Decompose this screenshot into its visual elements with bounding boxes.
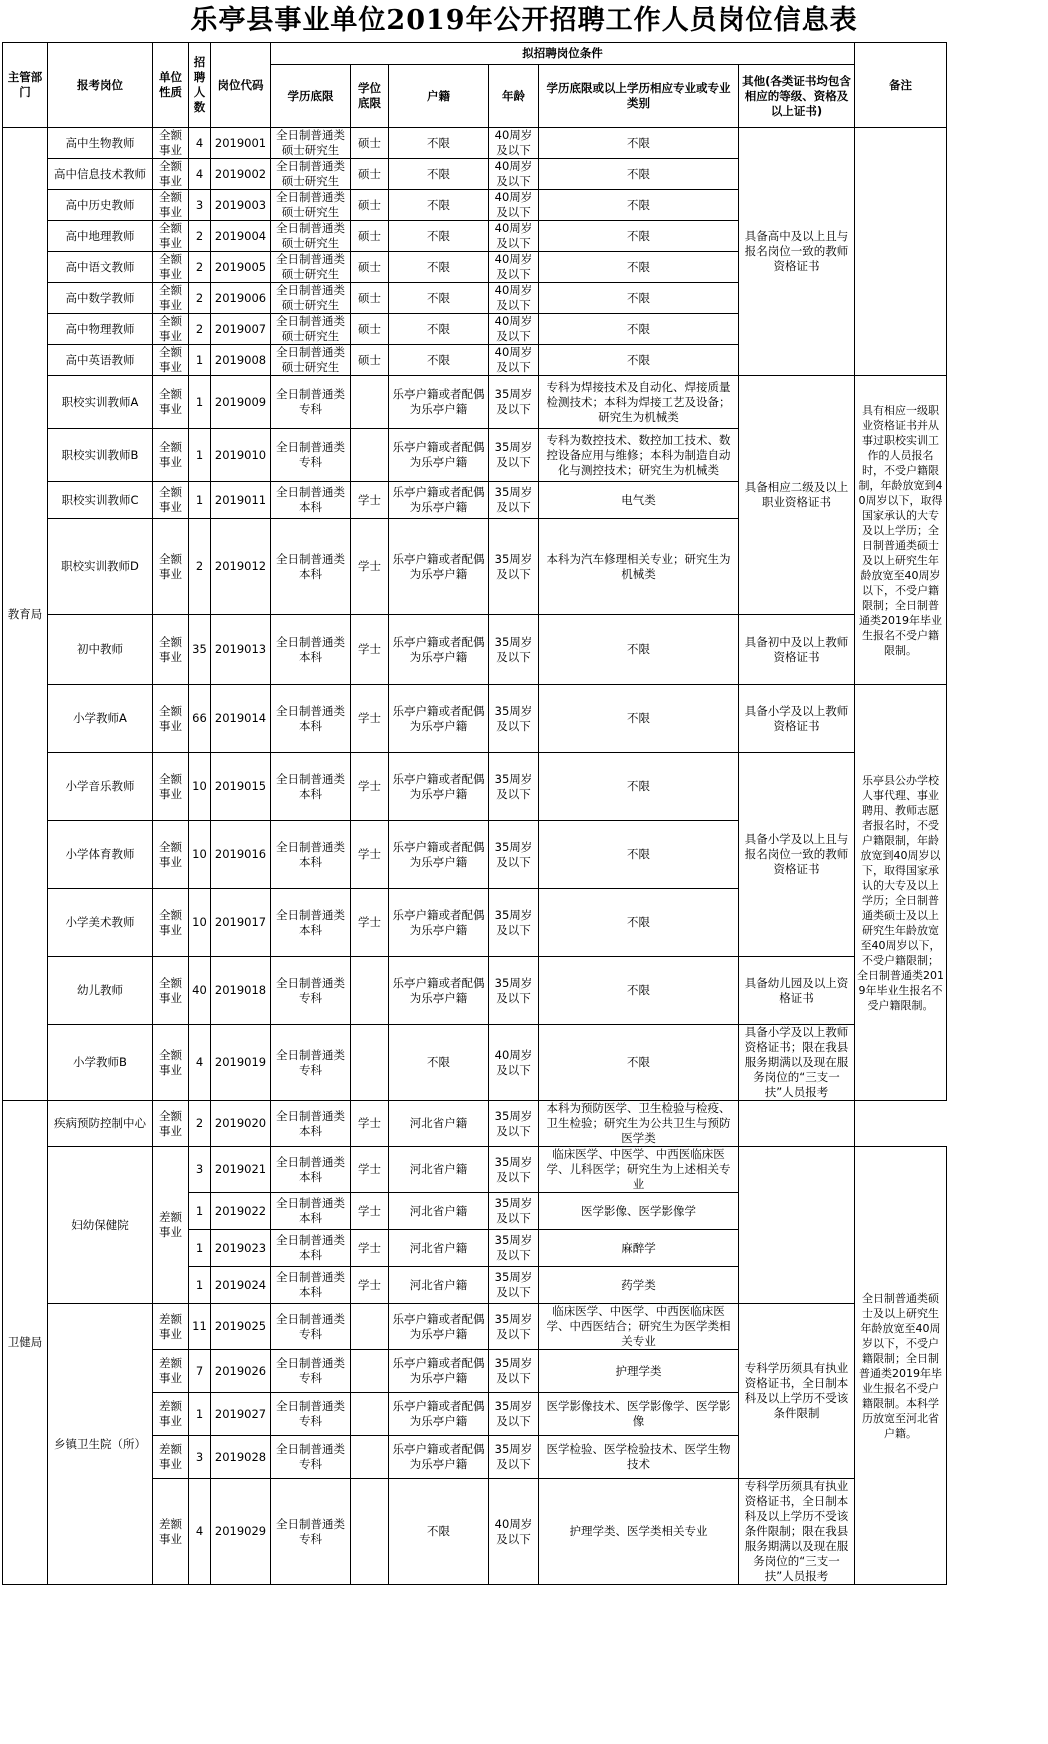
degree-cell <box>351 1350 389 1393</box>
degree-cell <box>351 1479 389 1585</box>
age-cell: 40周岁及以下 <box>489 252 539 283</box>
nature-cell: 全额事业 <box>153 889 189 957</box>
huji-cell: 河北省户籍 <box>389 1267 489 1304</box>
age-cell: 35周岁及以下 <box>489 753 539 821</box>
count-cell: 1 <box>189 482 211 519</box>
code-cell: 2019018 <box>211 957 271 1025</box>
remark-cell <box>739 1101 855 1147</box>
major-cell: 不限 <box>539 221 739 252</box>
position-cell: 小学教师A <box>48 685 153 753</box>
header-remark: 备注 <box>855 43 947 128</box>
huji-cell: 乐亭户籍或者配偶为乐亭户籍 <box>389 1350 489 1393</box>
position-cell: 高中信息技术教师 <box>48 159 153 190</box>
count-cell: 1 <box>189 1230 211 1267</box>
age-cell: 35周岁及以下 <box>489 376 539 429</box>
huji-cell: 乐亭户籍或者配偶为乐亭户籍 <box>389 519 489 615</box>
huji-cell: 不限 <box>389 159 489 190</box>
edu-cell: 全日制普通类硕士研究生 <box>271 283 351 314</box>
major-cell: 不限 <box>539 957 739 1025</box>
count-cell: 35 <box>189 615 211 685</box>
code-cell: 2019006 <box>211 283 271 314</box>
count-cell: 2 <box>189 519 211 615</box>
count-cell: 1 <box>189 1393 211 1436</box>
position-cell: 高中物理教师 <box>48 314 153 345</box>
edu-cell: 全日制普通类本科 <box>271 519 351 615</box>
count-cell: 3 <box>189 190 211 221</box>
nature-cell: 全额事业 <box>153 314 189 345</box>
major-cell: 不限 <box>539 128 739 159</box>
other-cell: 具备相应二级及以上职业资格证书 <box>739 376 855 615</box>
major-cell: 不限 <box>539 753 739 821</box>
edu-cell: 全日制普通类本科 <box>271 1101 351 1147</box>
nature-cell: 全额事业 <box>153 345 189 376</box>
nature-cell: 差额事业 <box>153 1147 189 1304</box>
code-cell: 2019015 <box>211 753 271 821</box>
code-cell: 2019008 <box>211 345 271 376</box>
edu-cell: 全日制普通类硕士研究生 <box>271 221 351 252</box>
edu-cell: 全日制普通类专科 <box>271 1393 351 1436</box>
other-cell: 具备小学及以上且与报名岗位一致的教师资格证书 <box>739 753 855 957</box>
age-cell: 40周岁及以下 <box>489 190 539 221</box>
nature-cell: 全额事业 <box>153 1101 189 1147</box>
count-cell: 4 <box>189 1025 211 1101</box>
age-cell: 35周岁及以下 <box>489 429 539 482</box>
huji-cell: 不限 <box>389 1479 489 1585</box>
count-cell: 10 <box>189 821 211 889</box>
huji-cell: 不限 <box>389 221 489 252</box>
position-cell: 小学音乐教师 <box>48 753 153 821</box>
degree-cell: 学士 <box>351 685 389 753</box>
dept-cell: 教育局 <box>3 128 48 1101</box>
header-degree: 学位底限 <box>351 65 389 128</box>
count-cell: 1 <box>189 345 211 376</box>
nature-cell: 全额事业 <box>153 957 189 1025</box>
age-cell: 35周岁及以下 <box>489 1101 539 1147</box>
code-cell: 2019029 <box>211 1479 271 1585</box>
header-edu: 学历底限 <box>271 65 351 128</box>
edu-cell: 全日制普通类本科 <box>271 1230 351 1267</box>
major-cell: 专科为数控技术、数控加工技术、数控设备应用与维修；本科为制造自动化与测控技术；研究生为机械类 <box>539 429 739 482</box>
degree-cell: 学士 <box>351 1193 389 1230</box>
major-cell: 医学影像技术、医学影像学、医学影像 <box>539 1393 739 1436</box>
major-cell: 不限 <box>539 252 739 283</box>
huji-cell: 不限 <box>389 314 489 345</box>
degree-cell: 学士 <box>351 615 389 685</box>
major-cell: 医学影像、医学影像学 <box>539 1193 739 1230</box>
major-cell: 护理学类、医学类相关专业 <box>539 1479 739 1585</box>
degree-cell: 硕士 <box>351 283 389 314</box>
edu-cell: 全日制普通类专科 <box>271 1436 351 1479</box>
table-row <box>3 1147 947 1193</box>
remark-cell: 具有相应一级职业资格证书并从事过职校实训工作的人员报名时，不受户籍限制，年龄放宽到40周岁以下，取得国家承认的大专及以上学历；全日制普通类硕士及以上研究生年龄放宽至40周岁以下，不受户籍限制；全日制普通类2019年毕业生报名不受户籍限制。 <box>855 376 947 685</box>
edu-cell: 全日制普通类本科 <box>271 685 351 753</box>
position-cell: 高中英语教师 <box>48 345 153 376</box>
remark-cell: 乐亭县公办学校人事代理、事业聘用、教师志愿者报名时，不受户籍限制，年龄放宽到40周岁以下，取得国家承认的大专及以上学历；全日制普通类硕士及以上研究生年龄放宽至40周岁以下，不受户籍限制；全日制普通类2019年毕业生报名不受户籍限制。 <box>855 685 947 1101</box>
age-cell: 40周岁及以下 <box>489 314 539 345</box>
major-cell: 医学检验、医学检验技术、医学生物技术 <box>539 1436 739 1479</box>
huji-cell: 乐亭户籍或者配偶为乐亭户籍 <box>389 685 489 753</box>
degree-cell: 学士 <box>351 1230 389 1267</box>
degree-cell: 硕士 <box>351 128 389 159</box>
degree-cell <box>351 429 389 482</box>
position-cell: 高中历史教师 <box>48 190 153 221</box>
degree-cell <box>351 957 389 1025</box>
edu-cell: 全日制普通类硕士研究生 <box>271 252 351 283</box>
major-cell: 本科为预防医学、卫生检验与检疫、卫生检验；研究生为公共卫生与预防医学类 <box>539 1101 739 1147</box>
code-cell: 2019005 <box>211 252 271 283</box>
nature-cell: 差额事业 <box>153 1436 189 1479</box>
degree-cell: 硕士 <box>351 314 389 345</box>
major-cell: 不限 <box>539 314 739 345</box>
nature-cell: 全额事业 <box>153 685 189 753</box>
edu-cell: 全日制普通类本科 <box>271 1193 351 1230</box>
table-row <box>3 1025 947 1101</box>
huji-cell: 乐亭户籍或者配偶为乐亭户籍 <box>389 1304 489 1350</box>
nature-cell: 全额事业 <box>153 221 189 252</box>
edu-cell: 全日制普通类专科 <box>271 429 351 482</box>
nature-cell: 全额事业 <box>153 482 189 519</box>
huji-cell: 乐亭户籍或者配偶为乐亭户籍 <box>389 957 489 1025</box>
major-cell: 不限 <box>539 821 739 889</box>
major-cell: 护理学类 <box>539 1350 739 1393</box>
code-cell: 2019014 <box>211 685 271 753</box>
code-cell: 2019023 <box>211 1230 271 1267</box>
positions-table <box>2 42 947 1585</box>
count-cell: 2 <box>189 283 211 314</box>
edu-cell: 全日制普通类硕士研究生 <box>271 190 351 221</box>
edu-cell: 全日制普通类本科 <box>271 615 351 685</box>
edu-cell: 全日制普通类硕士研究生 <box>271 128 351 159</box>
code-cell: 2019017 <box>211 889 271 957</box>
major-cell: 电气类 <box>539 482 739 519</box>
other-cell: 专科学历须具有执业资格证书，全日制本科及以上学历不受该条件限制 <box>739 1304 855 1479</box>
count-cell: 66 <box>189 685 211 753</box>
huji-cell: 不限 <box>389 252 489 283</box>
age-cell: 35周岁及以下 <box>489 1436 539 1479</box>
major-cell: 麻醉学 <box>539 1230 739 1267</box>
age-cell: 35周岁及以下 <box>489 615 539 685</box>
degree-cell: 学士 <box>351 519 389 615</box>
header-age: 年龄 <box>489 65 539 128</box>
edu-cell: 全日制普通类专科 <box>271 1479 351 1585</box>
major-cell: 不限 <box>539 283 739 314</box>
count-cell: 10 <box>189 889 211 957</box>
nature-cell: 全额事业 <box>153 283 189 314</box>
code-cell: 2019011 <box>211 482 271 519</box>
position-cell: 初中教师 <box>48 615 153 685</box>
nature-cell: 全额事业 <box>153 519 189 615</box>
major-cell: 不限 <box>539 615 739 685</box>
age-cell: 40周岁及以下 <box>489 283 539 314</box>
position-cell: 小学教师B <box>48 1025 153 1101</box>
position-cell: 职校实训教师D <box>48 519 153 615</box>
huji-cell: 乐亭户籍或者配偶为乐亭户籍 <box>389 1393 489 1436</box>
position-cell: 小学体育教师 <box>48 821 153 889</box>
age-cell: 35周岁及以下 <box>489 1147 539 1193</box>
code-cell: 2019002 <box>211 159 271 190</box>
huji-cell: 乐亭户籍或者配偶为乐亭户籍 <box>389 376 489 429</box>
major-cell: 药学类 <box>539 1267 739 1304</box>
edu-cell: 全日制普通类本科 <box>271 753 351 821</box>
edu-cell: 全日制普通类专科 <box>271 1350 351 1393</box>
count-cell: 1 <box>189 1267 211 1304</box>
other-cell: 具备幼儿园及以上资格证书 <box>739 957 855 1025</box>
code-cell: 2019004 <box>211 221 271 252</box>
nature-cell: 全额事业 <box>153 128 189 159</box>
code-cell: 2019021 <box>211 1147 271 1193</box>
header-other: 其他(各类证书均包含相应的等级、资格及以上证书) <box>739 65 855 128</box>
degree-cell <box>351 376 389 429</box>
age-cell: 35周岁及以下 <box>489 1304 539 1350</box>
header-count: 招聘人数 <box>189 43 211 128</box>
position-cell: 小学美术教师 <box>48 889 153 957</box>
huji-cell: 乐亭户籍或者配偶为乐亭户籍 <box>389 753 489 821</box>
nature-cell: 差额事业 <box>153 1304 189 1350</box>
degree-cell <box>351 1025 389 1101</box>
code-cell: 2019025 <box>211 1304 271 1350</box>
count-cell: 2 <box>189 314 211 345</box>
huji-cell: 乐亭户籍或者配偶为乐亭户籍 <box>389 889 489 957</box>
degree-cell: 硕士 <box>351 159 389 190</box>
degree-cell: 硕士 <box>351 221 389 252</box>
count-cell: 7 <box>189 1350 211 1393</box>
major-cell: 不限 <box>539 685 739 753</box>
edu-cell: 全日制普通类本科 <box>271 1267 351 1304</box>
header-major: 学历底限或以上学历相应专业或专业类别 <box>539 65 739 128</box>
code-cell: 2019010 <box>211 429 271 482</box>
edu-cell: 全日制普通类专科 <box>271 376 351 429</box>
count-cell: 4 <box>189 159 211 190</box>
degree-cell: 硕士 <box>351 190 389 221</box>
code-cell: 2019020 <box>211 1101 271 1147</box>
age-cell: 35周岁及以下 <box>489 1230 539 1267</box>
page-title: 乐亭县事业单位2019年公开招聘工作人员岗位信息表 <box>190 5 858 36</box>
other-cell <box>739 1147 855 1304</box>
table-row <box>3 957 947 1025</box>
huji-cell: 乐亭户籍或者配偶为乐亭户籍 <box>389 482 489 519</box>
nature-cell: 全额事业 <box>153 429 189 482</box>
header-huji: 户籍 <box>389 65 489 128</box>
age-cell: 35周岁及以下 <box>489 1267 539 1304</box>
code-cell: 2019016 <box>211 821 271 889</box>
code-cell: 2019027 <box>211 1393 271 1436</box>
huji-cell: 河北省户籍 <box>389 1147 489 1193</box>
code-cell: 2019012 <box>211 519 271 615</box>
degree-cell <box>351 1436 389 1479</box>
code-cell: 2019028 <box>211 1436 271 1479</box>
position-cell: 高中生物教师 <box>48 128 153 159</box>
edu-cell: 全日制普通类本科 <box>271 821 351 889</box>
major-cell: 临床医学、中医学、中西医临床医学、儿科医学；研究生为上述相关专业 <box>539 1147 739 1193</box>
count-cell: 40 <box>189 957 211 1025</box>
age-cell: 35周岁及以下 <box>489 685 539 753</box>
nature-cell: 差额事业 <box>153 1393 189 1436</box>
degree-cell: 学士 <box>351 753 389 821</box>
huji-cell: 不限 <box>389 128 489 159</box>
header-nature: 单位性质 <box>153 43 189 128</box>
age-cell: 40周岁及以下 <box>489 221 539 252</box>
huji-cell: 河北省户籍 <box>389 1101 489 1147</box>
age-cell: 35周岁及以下 <box>489 1193 539 1230</box>
count-cell: 3 <box>189 1147 211 1193</box>
count-cell: 2 <box>189 252 211 283</box>
unit-cell: 妇幼保健院 <box>48 1147 153 1304</box>
age-cell: 40周岁及以下 <box>489 159 539 190</box>
huji-cell: 乐亭户籍或者配偶为乐亭户籍 <box>389 615 489 685</box>
edu-cell: 全日制普通类硕士研究生 <box>271 345 351 376</box>
count-cell: 10 <box>189 753 211 821</box>
edu-cell: 全日制普通类专科 <box>271 1025 351 1101</box>
nature-cell: 全额事业 <box>153 753 189 821</box>
major-cell: 不限 <box>539 889 739 957</box>
nature-cell: 全额事业 <box>153 1025 189 1101</box>
count-cell: 1 <box>189 429 211 482</box>
position-cell: 高中数学教师 <box>48 283 153 314</box>
unit-cell: 乡镇卫生院（所） <box>48 1304 153 1585</box>
table-row <box>3 753 947 821</box>
other-cell: 具备小学及以上教师资格证书；限在我县服务期满以及现在服务岗位的“三支一扶”人员报考 <box>739 1025 855 1101</box>
huji-cell: 乐亭户籍或者配偶为乐亭户籍 <box>389 429 489 482</box>
other-cell: 具备小学及以上教师资格证书 <box>739 685 855 753</box>
remark-cell <box>855 128 947 376</box>
age-cell: 35周岁及以下 <box>489 889 539 957</box>
edu-cell: 全日制普通类专科 <box>271 1304 351 1350</box>
major-cell: 不限 <box>539 345 739 376</box>
huji-cell: 不限 <box>389 190 489 221</box>
position-cell: 高中地理教师 <box>48 221 153 252</box>
huji-cell: 不限 <box>389 283 489 314</box>
code-cell: 2019007 <box>211 314 271 345</box>
nature-cell: 全额事业 <box>153 376 189 429</box>
major-cell: 不限 <box>539 1025 739 1101</box>
degree-cell <box>351 1393 389 1436</box>
major-cell: 不限 <box>539 190 739 221</box>
table-row <box>3 615 947 685</box>
huji-cell: 不限 <box>389 1025 489 1101</box>
code-cell: 2019024 <box>211 1267 271 1304</box>
table-row <box>3 376 947 429</box>
dept-cell: 卫健局 <box>3 1101 48 1585</box>
nature-cell: 全额事业 <box>153 190 189 221</box>
major-cell: 临床医学、中医学、中西医临床医学、中西医结合；研究生为医学类相关专业 <box>539 1304 739 1350</box>
degree-cell: 硕士 <box>351 252 389 283</box>
age-cell: 35周岁及以下 <box>489 482 539 519</box>
code-cell: 2019019 <box>211 1025 271 1101</box>
code-cell: 2019022 <box>211 1193 271 1230</box>
count-cell: 1 <box>189 1193 211 1230</box>
degree-cell: 学士 <box>351 1267 389 1304</box>
edu-cell: 全日制普通类本科 <box>271 889 351 957</box>
code-cell: 2019026 <box>211 1350 271 1393</box>
degree-cell: 学士 <box>351 821 389 889</box>
count-cell: 4 <box>189 1479 211 1585</box>
edu-cell: 全日制普通类本科 <box>271 1147 351 1193</box>
huji-cell: 河北省户籍 <box>389 1193 489 1230</box>
degree-cell: 学士 <box>351 1101 389 1147</box>
huji-cell: 河北省户籍 <box>389 1230 489 1267</box>
nature-cell: 全额事业 <box>153 252 189 283</box>
other-cell: 具备高中及以上且与报名岗位一致的教师资格证书 <box>739 128 855 376</box>
code-cell: 2019001 <box>211 128 271 159</box>
degree-cell <box>351 1304 389 1350</box>
position-cell: 高中语文教师 <box>48 252 153 283</box>
edu-cell: 全日制普通类硕士研究生 <box>271 159 351 190</box>
position-cell: 职校实训教师B <box>48 429 153 482</box>
degree-cell: 硕士 <box>351 345 389 376</box>
remark-cell: 全日制普通类硕士及以上研究生年龄放宽至40周岁以下，不受户籍限制；全日制普通类2019年毕业生报名不受户籍限制。本科学历放宽至河北省户籍。 <box>855 1147 947 1585</box>
nature-cell: 差额事业 <box>153 1350 189 1393</box>
count-cell: 3 <box>189 1436 211 1479</box>
degree-cell: 学士 <box>351 482 389 519</box>
code-cell: 2019009 <box>211 376 271 429</box>
position-cell: 职校实训教师A <box>48 376 153 429</box>
age-cell: 35周岁及以下 <box>489 821 539 889</box>
table-row <box>3 685 947 753</box>
position-cell: 职校实训教师C <box>48 482 153 519</box>
degree-cell: 学士 <box>351 889 389 957</box>
age-cell: 35周岁及以下 <box>489 519 539 615</box>
other-cell: 具备初中及以上教师资格证书 <box>739 615 855 685</box>
position-cell: 疾病预防控制中心 <box>48 1101 153 1147</box>
age-cell: 40周岁及以下 <box>489 1479 539 1585</box>
count-cell: 2 <box>189 1101 211 1147</box>
nature-cell: 全额事业 <box>153 821 189 889</box>
age-cell: 35周岁及以下 <box>489 957 539 1025</box>
table-row <box>3 128 947 159</box>
header-position: 报考岗位 <box>48 43 153 128</box>
major-cell: 本科为汽车修理相关专业；研究生为机械类 <box>539 519 739 615</box>
age-cell: 40周岁及以下 <box>489 128 539 159</box>
table-row <box>3 1101 947 1147</box>
age-cell: 35周岁及以下 <box>489 1393 539 1436</box>
count-cell: 1 <box>189 376 211 429</box>
table-row <box>3 1304 947 1350</box>
major-cell: 专科为焊接技术及自动化、焊接质量检测技术；本科为焊接工艺及设备；研究生为机械类 <box>539 376 739 429</box>
position-cell: 幼儿教师 <box>48 957 153 1025</box>
degree-cell: 学士 <box>351 1147 389 1193</box>
nature-cell: 差额事业 <box>153 1479 189 1585</box>
edu-cell: 全日制普通类专科 <box>271 957 351 1025</box>
nature-cell: 全额事业 <box>153 159 189 190</box>
code-cell: 2019013 <box>211 615 271 685</box>
count-cell: 11 <box>189 1304 211 1350</box>
header-conditions: 拟招聘岗位条件 <box>271 43 855 65</box>
count-cell: 2 <box>189 221 211 252</box>
huji-cell: 乐亭户籍或者配偶为乐亭户籍 <box>389 821 489 889</box>
edu-cell: 全日制普通类本科 <box>271 482 351 519</box>
other-cell: 专科学历须具有执业资格证书，全日制本科及以上学历不受该条件限制；限在我县服务期满以及现在服务岗位的“三支一扶”人员报考 <box>739 1479 855 1585</box>
age-cell: 40周岁及以下 <box>489 345 539 376</box>
count-cell: 4 <box>189 128 211 159</box>
major-cell: 不限 <box>539 159 739 190</box>
nature-cell: 全额事业 <box>153 615 189 685</box>
header-dept: 主管部门 <box>3 43 48 128</box>
huji-cell: 乐亭户籍或者配偶为乐亭户籍 <box>389 1436 489 1479</box>
age-cell: 40周岁及以下 <box>489 1025 539 1101</box>
age-cell: 35周岁及以下 <box>489 1350 539 1393</box>
header-code: 岗位代码 <box>211 43 271 128</box>
code-cell: 2019003 <box>211 190 271 221</box>
edu-cell: 全日制普通类硕士研究生 <box>271 314 351 345</box>
huji-cell: 不限 <box>389 345 489 376</box>
